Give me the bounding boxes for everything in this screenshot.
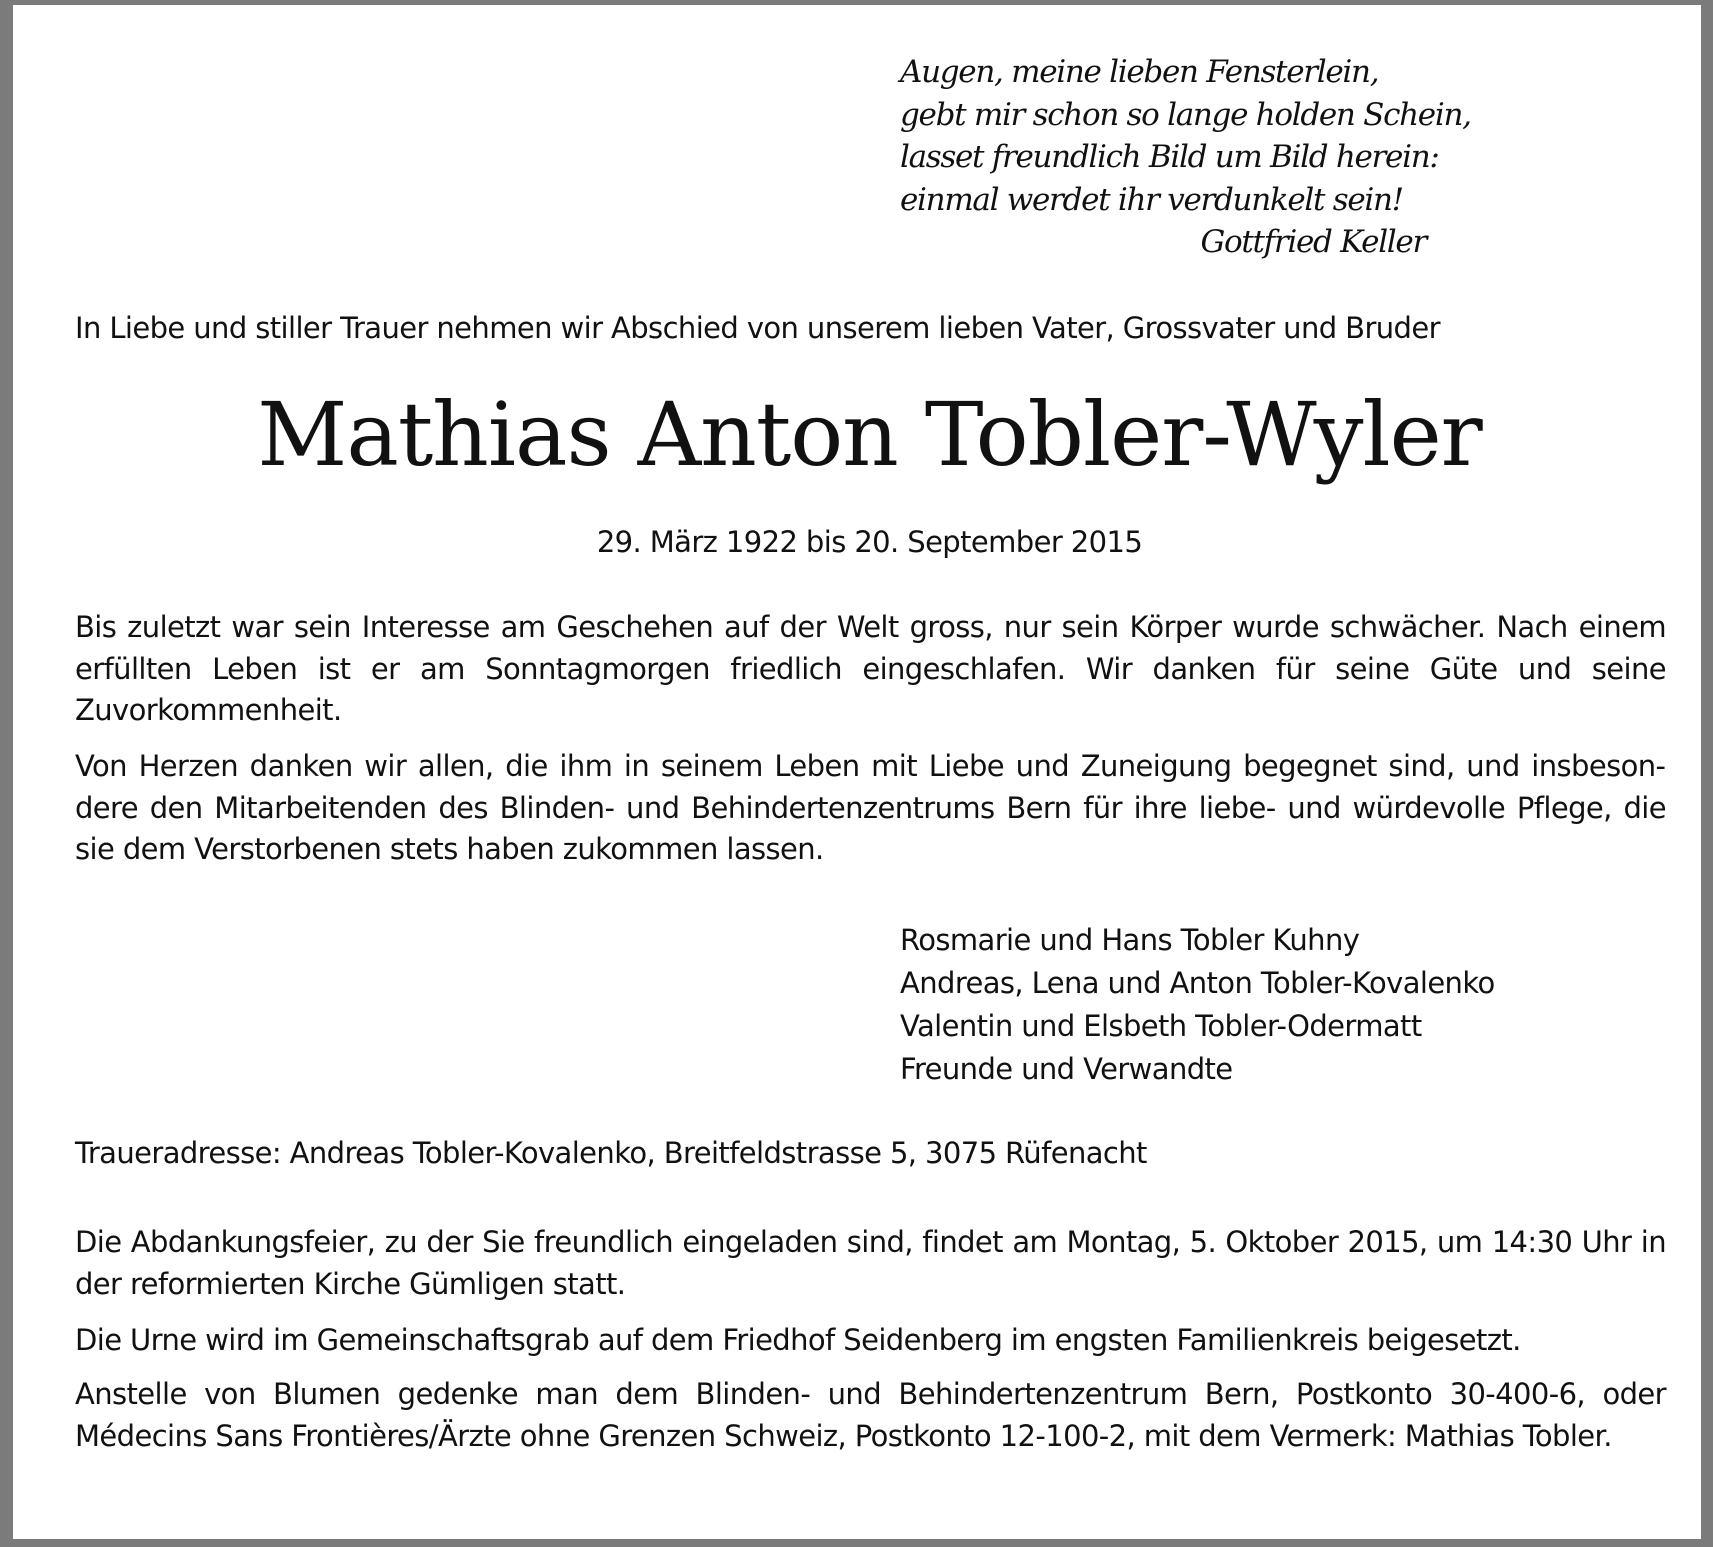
paragraph-urn: Die Urne wird im Gemeinschaftsgrab auf dem Friedhof Seidenberg im engsten Familienkreis beigesetzt. <box>75 1323 1521 1357</box>
paragraph-funeral-service: Die Abdankungsfeier, zu der Sie freundlich eingeladen sind, findet am Montag, 5. Oktober 2015, um 14:30 Uhr in der reformierten Kirche Gümligen statt. <box>75 1225 1666 1301</box>
paragraph-donations: Anstelle von Blumen gedenke man dem Blinden- und Behindertenzentrum Bern, Postkonto 30-400-6, oder Médecins Sans Frontières/Ärzte ohne Grenzen Schweiz, Postkonto 12-100-2, mit dem Vermerk: Mathias Tobler. <box>75 1377 1666 1453</box>
signature-line: Freunde und Verwandte <box>900 1052 1233 1086</box>
poem-line: gebt mir schon so lange holden Schein, <box>900 96 1471 133</box>
life-dates: 29. März 1922 bis 20. September 2015 <box>596 525 1143 559</box>
paragraph-thanks: Von Herzen danken wir allen, die ihm in seinem Leben mit Liebe und Zuneigung begegnet sind, und insbesondere den Mitarbeitenden des Blinden- und Behindertenzentrums Bern für ihre liebe- und würdevolle Pflege, die sie dem Verstorbenen stets haben zukommen lassen. <box>75 749 1666 866</box>
poem-line: lasset freundlich Bild um Bild herein: <box>900 139 1439 175</box>
signature-line: Andreas, Lena und Anton Tobler-Kovalenko <box>900 966 1495 1000</box>
mourning-address: Traueradresse: Andreas Tobler-Kovalenko, Breitfeldstrasse 5, 3075 Rüfenacht <box>75 1136 1147 1170</box>
signature-line: Valentin und Elsbeth Tobler-Odermatt <box>900 1009 1422 1043</box>
poem-quote <box>900 51 1471 264</box>
signature-line: Rosmarie und Hans Tobler Kuhny <box>900 923 1360 957</box>
poem-line: einmal werdet ihr verdunkelt sein! <box>900 181 1403 218</box>
paragraph-tribute: Bis zuletzt war sein Interesse am Geschehen auf der Welt gross, nur sein Körper wurde schwächer. Nach einem erfüllten Leben ist er am Sonntagmorgen friedlich eingeschlafen. Wir danken für seine Güte und seine Zuvorkommenheit. <box>75 610 1666 727</box>
poem-author: Gottfried Keller <box>1200 224 1426 260</box>
intro-text: In Liebe und stiller Trauer nehmen wir Abschied von unserem lieben Vater, Grossvater und Bruder <box>75 311 1440 345</box>
poem-line: Augen, meine lieben Fensterlein, <box>900 54 1379 90</box>
deceased-name: Mathias Anton Tobler-Wyler <box>257 383 1482 486</box>
family-signatures <box>900 919 1495 1091</box>
